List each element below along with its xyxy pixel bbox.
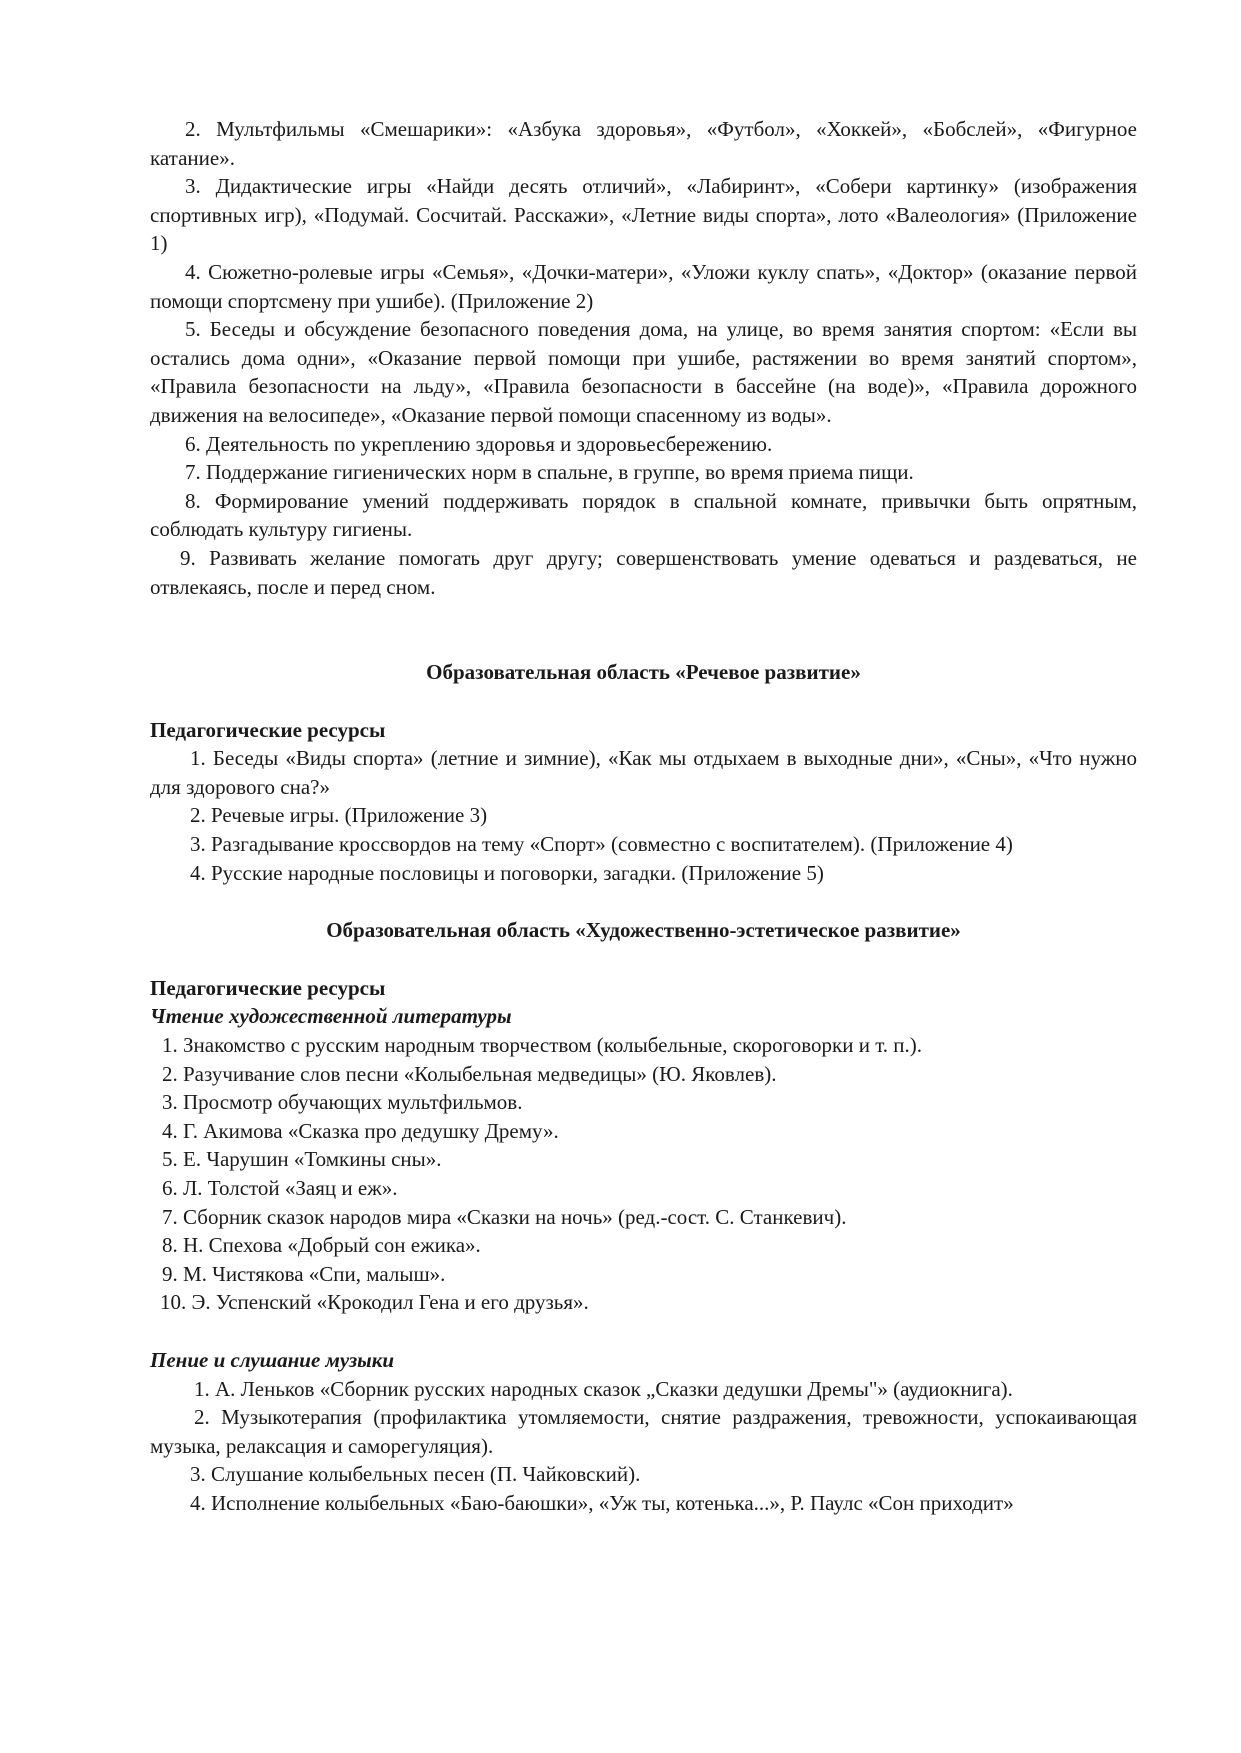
list-item: 3. Просмотр обучающих мультфильмов. bbox=[162, 1090, 523, 1115]
section-heading-speech: Образовательная область «Речевое развитие» bbox=[426, 660, 861, 685]
reading-title: Чтение художественной литературы bbox=[150, 1004, 512, 1029]
list-item: 2. Мультфильмы «Смешарики»: «Азбука здоровья», «Футбол», «Хоккей», «Бобслей», «Фигурное катание». bbox=[150, 117, 1137, 170]
list-item: 3. Разгадывание кроссвордов на тему «Спорт» (совместно с воспитателем). (Приложение 4) bbox=[190, 832, 1013, 857]
list-item: 4. Русские народные пословицы и поговорки, загадки. (Приложение 5) bbox=[190, 860, 824, 885]
list-item: 9. Развивать желание помогать друг другу; совершенствовать умение одеваться и раздеваться, не отвлекаясь, после и перед сном. bbox=[150, 545, 1137, 599]
list-item: 5. Е. Чарушин «Томкины сны». bbox=[162, 1147, 442, 1172]
list-item: 4. Г. Акимова «Сказка про дедушку Дрему». bbox=[162, 1118, 559, 1143]
section-heading-art: Образовательная область «Художественно-эстетическое развитие» bbox=[326, 918, 961, 943]
list-item: 9. М. Чистякова «Спи, малыш». bbox=[162, 1261, 446, 1286]
list-item: 8. Формирование умений поддерживать порядок в спальной комнате, привычки быть опрятным, соблюдать культуру гигиены. bbox=[150, 488, 1137, 542]
list-item: 2. Музыкотерапия (профилактика утомляемости, снятие раздражения, тревожности, успокаивающая музыка, релаксация и саморегуляция). bbox=[150, 1405, 1137, 1458]
list-item: 2. Речевые игры. (Приложение 3) bbox=[190, 803, 488, 828]
resources-title: Педагогические ресурсы bbox=[150, 717, 386, 742]
list-item: 3. Дидактические игры «Найди десять отличий», «Лабиринт», «Собери картинку» (изображения спортивных игр), «Подумай. Сосчитай. Расскажи», «Летние виды спорта», лото «Валеология» (Приложение 1) bbox=[150, 174, 1137, 256]
list-item: 6. Л. Толстой «Заяц и еж». bbox=[162, 1176, 398, 1200]
list-item: 10. Э. Успенский «Крокодил Гена и его друзья». bbox=[160, 1290, 589, 1315]
list-item: 7. Поддержание гигиенических норм в спальне, в группе, во время приема пищи. bbox=[185, 460, 914, 485]
list-item: 1. А. Леньков «Сборник русских народных сказок „Сказки дедушки Дремы"» (аудиокнига). bbox=[194, 1376, 1013, 1401]
list-item: 6. Деятельность по укреплению здоровья и здоровьесбережению. bbox=[185, 431, 773, 456]
list-item: 2. Разучивание слов песни «Колыбельная медведицы» (Ю. Яковлев). bbox=[162, 1061, 777, 1086]
list-item: 4. Сюжетно-ролевые игры «Семья», «Дочки-матери», «Уложи куклу спать», «Доктор» (оказание первой помощи спортсмену при ушибе). (Приложение 2) bbox=[150, 259, 1137, 313]
list-item: 4. Исполнение колыбельных «Баю-баюшки», «Уж ты, котенька...», Р. Паулс «Сон приходит» bbox=[190, 1490, 1014, 1515]
list-item: 3. Слушание колыбельных песен (П. Чайковский). bbox=[190, 1462, 641, 1487]
list-item: 5. Беседы и обсуждение безопасного поведения дома, на улице, во время занятия спортом: «Если вы остались дома одни», «Оказание первой помощи при ушибе, растяжении во время занятий спортом», «Правила безопасности на льду», «Правила безопасности в бассейне (на воде)», «Правила дорожного движения на велосипеде», «Оказание первой помощи спасенному из воды». bbox=[150, 317, 1137, 427]
list-item: 1. Беседы «Виды спорта» (летние и зимние), «Как мы отдыхаем в выходные дни», «Сны», «Что нужно для здорового сна?» bbox=[150, 746, 1137, 799]
music-title: Пение и слушание музыки bbox=[150, 1347, 395, 1372]
list-item: 1. Знакомство с русским народным творчеством (колыбельные, скороговорки и т. п.). bbox=[162, 1033, 923, 1058]
list-item: 8. Н. Спехова «Добрый сон ежика». bbox=[162, 1233, 481, 1258]
list-item: 7. Сборник сказок народов мира «Сказки на ночь» (ред.-сост. С. Станкевич). bbox=[162, 1204, 847, 1229]
resources-title: Педагогические ресурсы bbox=[150, 975, 386, 1000]
